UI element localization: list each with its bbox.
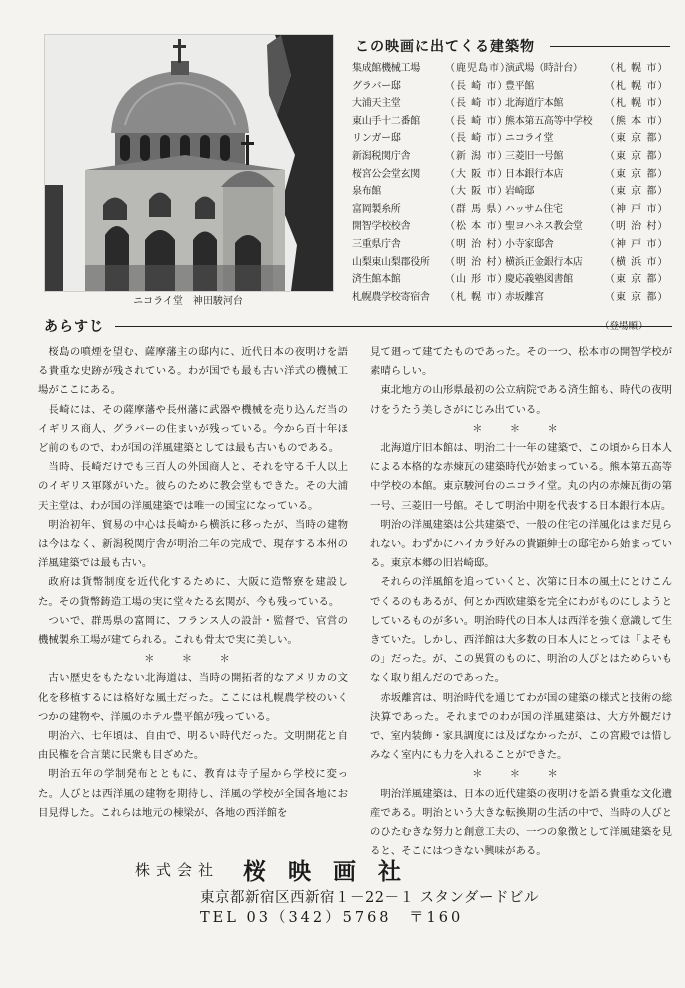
synopsis-heading: あらすじ	[44, 319, 104, 335]
building-name: 三菱旧一号館	[505, 150, 564, 162]
building-place: （大 阪 市）	[445, 168, 509, 180]
building-place: （明 治 村）	[605, 221, 669, 233]
building-place: （横 浜 市）	[605, 256, 669, 268]
section-divider: ＊ ＊ ＊	[144, 653, 242, 666]
building-place: （山 形 市）	[445, 274, 509, 286]
synopsis-paragraph: 明治初年、貿易の中心は長崎から横浜に移ったが、当時の建物は今はなく、新潟税関庁舎が明治二年の完成で、現存する本州の洋風建築では最も古い。	[38, 518, 348, 570]
building-name: 横浜正金銀行本店	[505, 256, 583, 268]
building-name: 大浦天主堂	[352, 98, 401, 110]
building-name: 桜宮公会堂玄関	[352, 168, 420, 180]
synopsis-paragraph: ついで、群馬県の富岡に、フランス人の設計・監督で、官営の機械製糸工場が建てられる。これも骨太で実に美しい。	[38, 614, 348, 647]
building-place: （明 治 村）	[445, 256, 509, 268]
synopsis-paragraph: 古い歴史をもたない北海道は、当時の開拓者的なアメリカの文化を移植するには格好な風土だった。ここには札幌農学校のいくつかの建物や、洋風のホテル豊平館が残っている。	[38, 672, 348, 723]
buildings-heading: この映画に出てくる建築物	[355, 39, 535, 55]
building-name: 北海道庁本館	[505, 98, 564, 110]
buildings-heading-rule	[550, 46, 670, 47]
company-tel: TEL 03（342）5768 〒160	[200, 910, 464, 926]
synopsis-right-column	[370, 343, 672, 861]
building-row	[352, 166, 672, 184]
building-place: （東 京 都）	[605, 133, 669, 145]
building-row	[352, 254, 672, 272]
photo-caption: ニコライ堂 神田駿河台	[133, 296, 243, 307]
building-name: 聖ヨハネス教会堂	[505, 221, 583, 233]
cathedral-photo	[44, 34, 334, 292]
building-row	[352, 95, 672, 113]
building-place: （長 崎 市）	[445, 133, 509, 145]
building-row	[352, 271, 672, 289]
building-row	[352, 148, 672, 166]
synopsis-paragraph: 見て廻って建てたものであった。その一つ、松本市の開智学校が素晴らしい。	[370, 346, 672, 378]
building-name: 岩崎邸	[505, 186, 535, 198]
building-name: 赤坂離宮	[505, 291, 544, 303]
building-place: （神 戸 市）	[605, 203, 669, 215]
building-name: 慶応義塾図書館	[505, 274, 573, 286]
building-name: 小寺家邸舎	[505, 238, 554, 250]
synopsis-paragraph: 明治洋風建築は、日本の近代建築の夜明けを語る貴重な文化遺産である。明治という大きな転換期の生活の中で、当時の人びとのひたむきな努力と創意工夫の、一つの象徴として洋風建築を見ると、そこにはつきない興味がある。	[370, 787, 672, 858]
order-note: （登場順）	[600, 321, 648, 332]
building-name: 新潟税関庁舎	[352, 150, 411, 162]
company-name: 桜映画社	[243, 859, 424, 885]
building-row	[352, 289, 672, 307]
synopsis-heading-rule	[115, 326, 672, 327]
building-place: （東 京 都）	[605, 186, 669, 198]
building-place: （群 馬 県）	[445, 203, 509, 215]
building-row	[352, 60, 672, 78]
company-name-block	[135, 853, 423, 886]
building-place: （神 戸 市）	[605, 238, 669, 250]
building-name: 日本銀行本店	[505, 168, 564, 180]
building-place: （東 京 都）	[605, 291, 669, 303]
section-divider: ＊ ＊ ＊	[472, 422, 570, 435]
building-name: 集成館機械工場	[352, 63, 420, 74]
building-name: 札幌農学校寄宿舎	[352, 291, 430, 303]
synopsis-paragraph: 長崎には、その薩摩藩や長州藩に武器や機械を売り込んだ当のイギリス商人、グラバーの住まいが残っている。今から百十年ほど前のもので、わが国の洋風建築としては最も古いものである。	[38, 403, 348, 455]
building-place: （東 京 都）	[605, 150, 669, 162]
buildings-table	[352, 60, 672, 306]
section-divider: ＊ ＊ ＊	[472, 768, 570, 781]
building-place: （札 幌 市）	[605, 98, 669, 110]
synopsis-paragraph: 当時、長崎だけでも三百人の外国商人と、それを守る千人以上のイギリス軍隊がいた。彼らのために教会堂もできた。その大浦天主堂は、わが国の洋風建築では唯一の国宝になっている。	[38, 461, 348, 512]
building-name: ハッサム住宅	[505, 203, 563, 215]
building-row	[352, 113, 672, 131]
building-row	[352, 218, 672, 236]
building-place: （鹿児島市）	[445, 63, 511, 74]
building-name: リンガー邸	[352, 133, 401, 145]
synopsis-paragraph: 明治の洋風建築は公共建築で、一般の住宅の洋風化はまだ見られない。わずかにハイカラ好みの貴顕紳士の邸宅から始まっている。東京本郷の旧岩崎邸。	[370, 518, 672, 570]
building-place: （明 治 村）	[445, 238, 509, 250]
synopsis-paragraph: 東北地方の山形県最初の公立病院である済生館も、時代の夜明けをうたう美しさがにじみ出ている。	[370, 384, 672, 416]
building-place: （新 潟 市）	[445, 150, 509, 162]
cathedral-illustration	[45, 35, 333, 291]
building-place: （熊 本 市）	[605, 115, 669, 127]
building-place: （東 京 都）	[605, 274, 669, 286]
building-place: （東 京 都）	[605, 168, 669, 180]
building-place: （長 崎 市）	[445, 115, 509, 127]
synopsis-paragraph: 明治五年の学制発布とともに、教育は寺子屋から学校に変った。人びとは西洋風の建物を期待し、洋風の学校が全国各地にお目見得した。これらは地元の棟梁が、各地の西洋館を	[38, 768, 348, 819]
synopsis-paragraph: 北海道庁旧本館は、明治二十一年の建築で、この頃から日本人による本格的な赤煉瓦の建築時代が始まっている。熊本第五高等中学校の本館。東京駿河台のニコライ堂。丸の内の赤煉瓦街の第一号、三菱旧一号館。そして明治中期を代表する日本銀行本店。	[370, 442, 672, 512]
building-name: 富岡製糸所	[352, 203, 401, 215]
building-name: 山梨東山梨郡役所	[352, 256, 430, 268]
building-place: （札 幌 市）	[605, 63, 669, 74]
building-name: 開智学校校舎	[352, 221, 411, 233]
building-row	[352, 130, 672, 148]
building-place: （札 幌 市）	[605, 80, 669, 92]
building-name: 三重県庁舎	[352, 238, 401, 250]
building-name: 豊平館	[505, 80, 535, 92]
building-place: （札 幌 市）	[445, 291, 509, 303]
company-address: 東京都新宿区西新宿１－22－１ スタンダードビル	[200, 890, 539, 906]
synopsis-paragraph: 桜島の噴煙を望む、薩摩藩主の邸内に、近代日本の夜明けを語る貴重な史跡が残されている。わが国でも最も古い洋式の機械工場がここにある。	[38, 346, 348, 397]
building-place: （長 崎 市）	[445, 80, 509, 92]
synopsis-paragraph: 赤坂離宮は、明治時代を通じてわが国の建築の様式と技術の総決算であった。それまでのわが国の洋風建築は、大方外観だけで、室内装飾・家具調度には及ばなかったが、この宮殿では惜しみなく室内にも力を入れることができた。	[370, 691, 672, 762]
building-place: （大 阪 市）	[445, 186, 509, 198]
building-place: （長 崎 市）	[445, 98, 509, 110]
building-name: 泉布館	[352, 186, 382, 198]
building-name: グラバー邸	[352, 80, 401, 92]
company-prefix: 株式会社	[135, 861, 220, 879]
building-name: 演武場（時計台）	[505, 63, 583, 74]
building-name: 済生館本館	[352, 274, 401, 286]
synopsis-left-column	[38, 343, 348, 823]
building-row	[352, 236, 672, 254]
building-name: 熊本第五高等中学校	[505, 115, 593, 127]
synopsis-paragraph: 政府は貨幣制度を近代化するために、大阪に造幣寮を建設した。その貨幣鋳造工場の実に堂々たる玄関が、今も残っている。	[38, 576, 348, 608]
building-name: ニコライ堂	[505, 133, 554, 145]
building-place: （松 本 市）	[445, 221, 509, 233]
building-name: 東山手十二番館	[352, 115, 420, 127]
building-row	[352, 183, 672, 201]
synopsis-paragraph: それらの洋風館を追っていくと、次第に日本の風土にとけこんでくるのもあるが、何とか西欧建築を完全にわがものにしようとしているものが多い。明治時代の日本人は西洋を強く意識して生きていた。しかし、西洋館は大多数の日本人にとっては「よそもの」だった。が、この異質のものに、明治の人びとはためらいもなく取り組んだのであった。	[370, 576, 672, 685]
building-row	[352, 78, 672, 96]
building-row	[352, 201, 672, 219]
synopsis-paragraph: 明治六、七年頃は、自由で、明るい時代だった。文明開花と自由民権を合言葉に民衆も目ざめた。	[38, 730, 348, 762]
